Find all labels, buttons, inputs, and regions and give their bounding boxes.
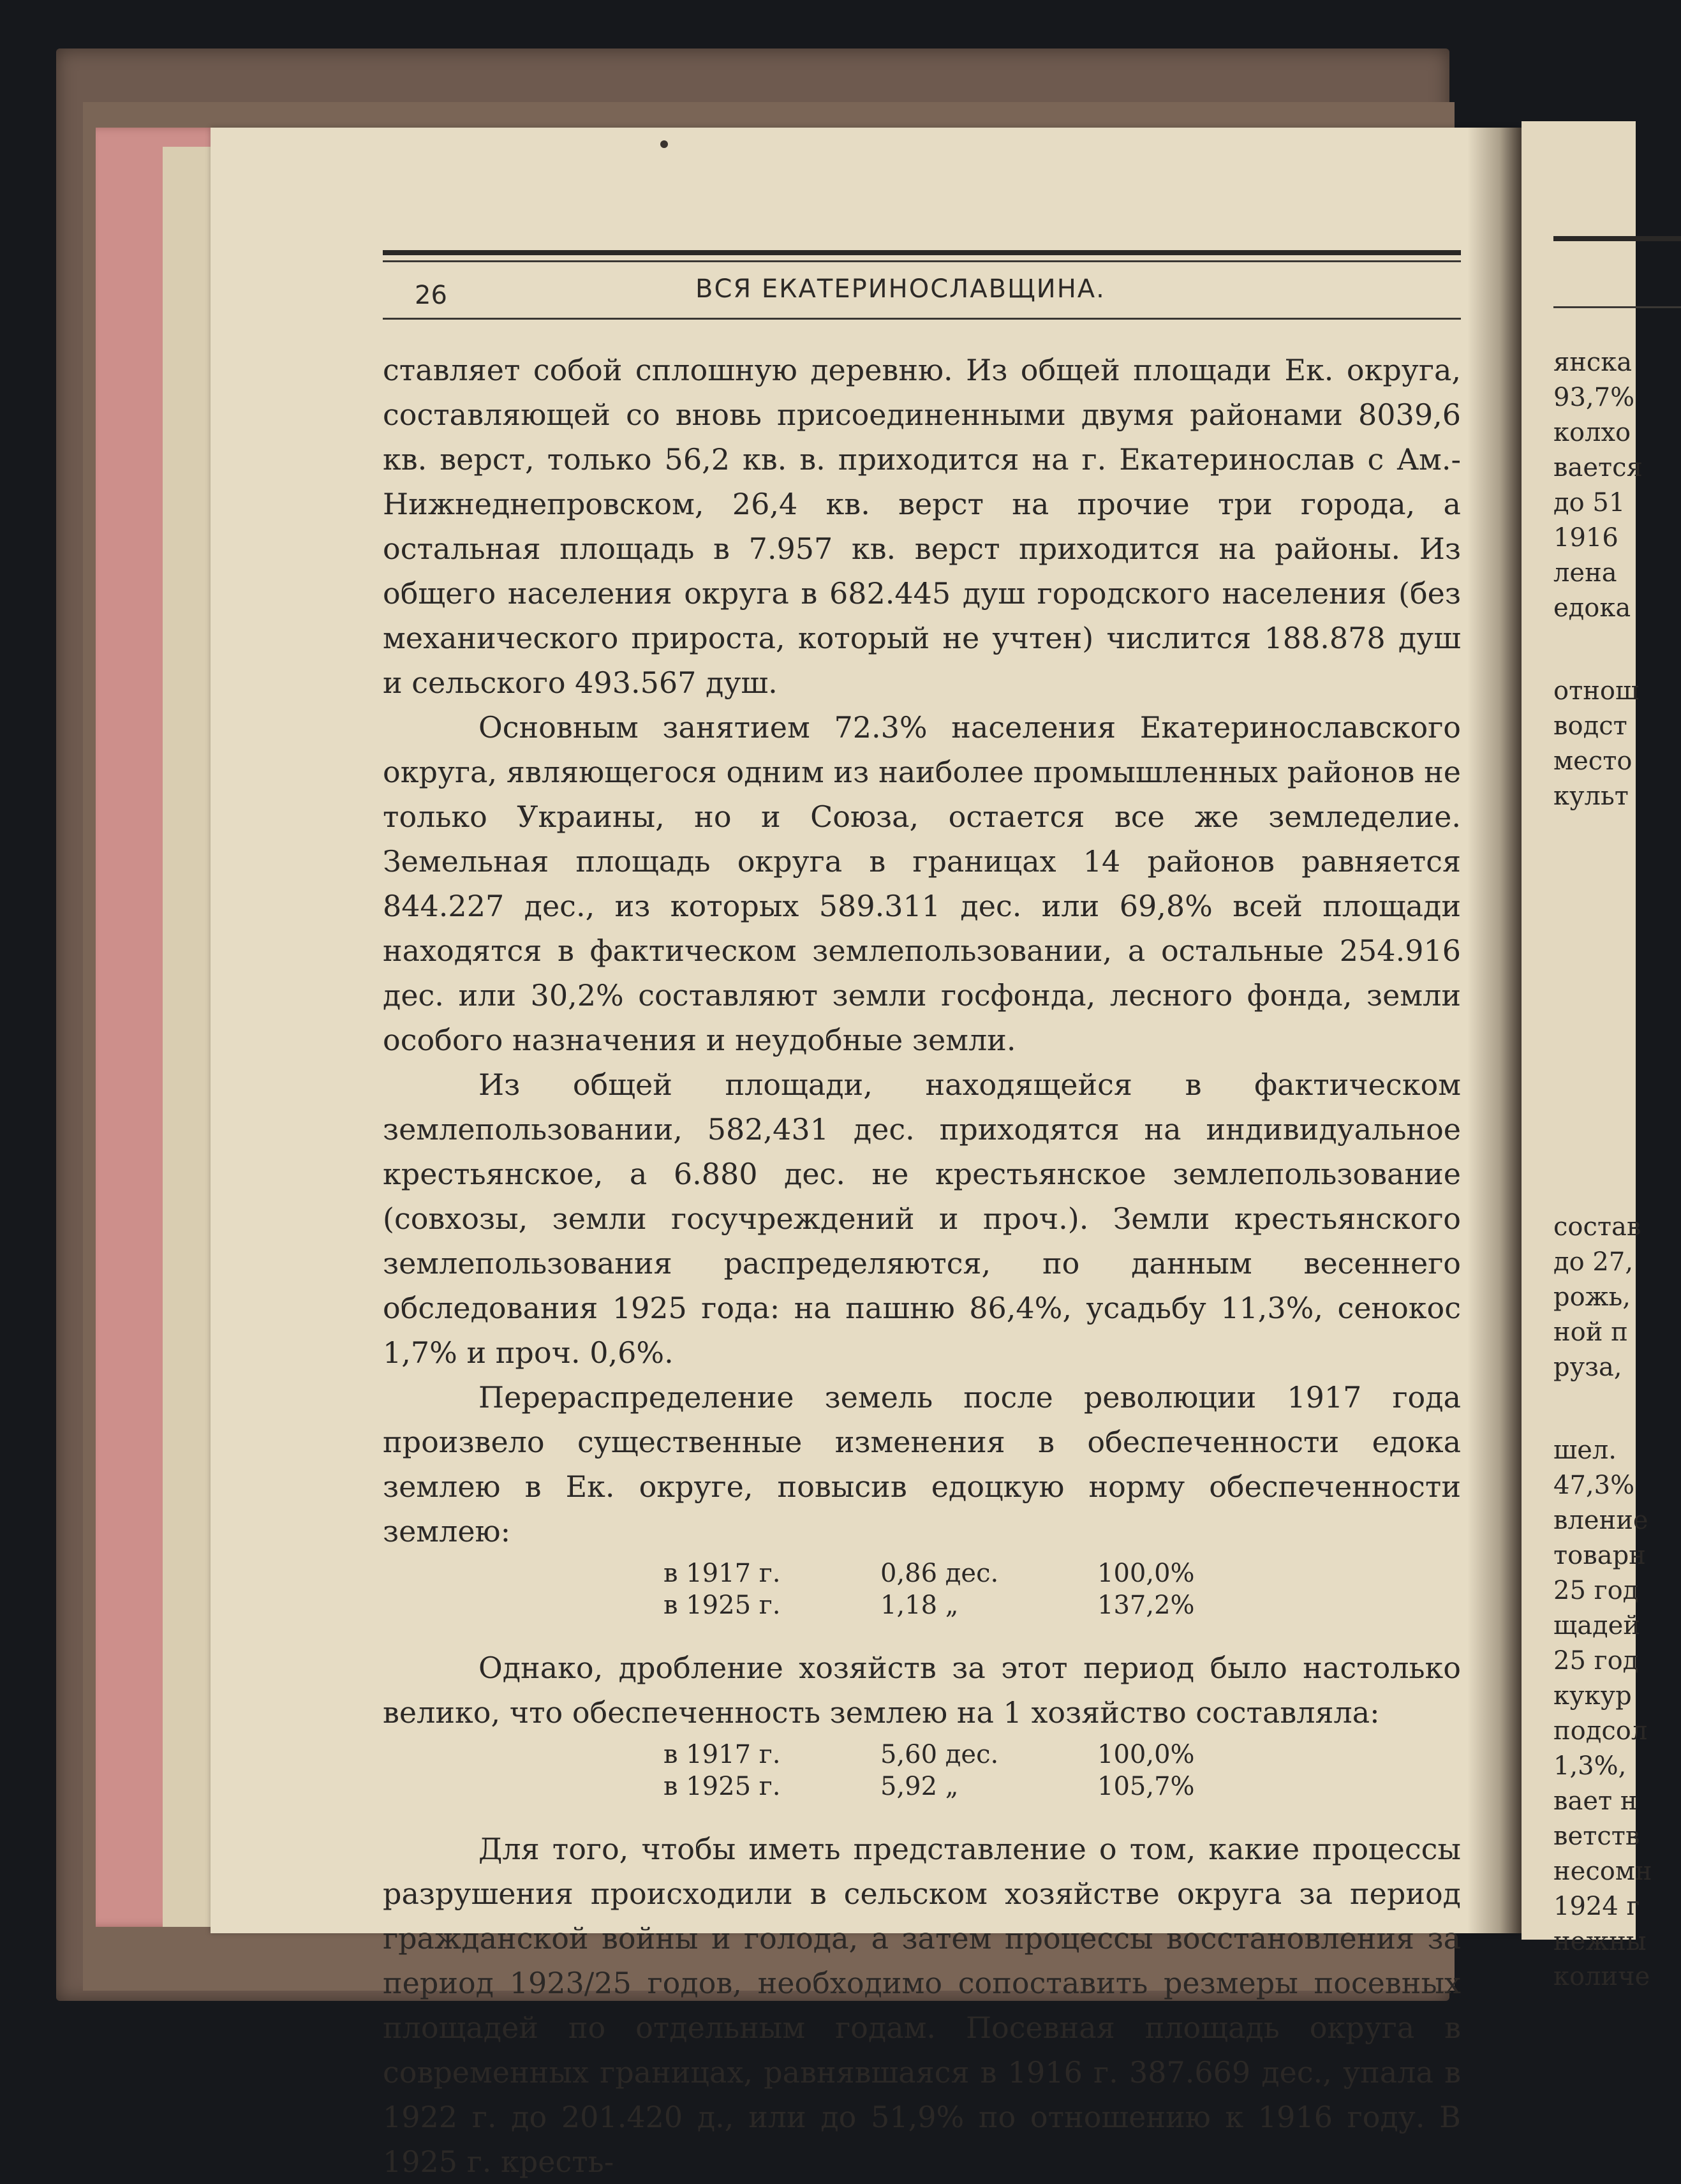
header-rule-top-thin [383, 260, 1461, 262]
table-percent: 105,7% [1097, 1772, 1195, 1801]
facing-line: нежны [1553, 1927, 1647, 1956]
facing-line: лена [1553, 558, 1617, 588]
facing-line: 47,3% [1553, 1471, 1635, 1500]
table-row [383, 1739, 1461, 1771]
paragraph: Основным занятием 72.3% населения Екатеринославского округа, являющегося одним из наиболее промышленных районов не только Украины, но и Союза, остается все же земледелие. Земельная площадь округа в границах 14 районов равняется 844.227 дес., из которых 589.311 дес. или 69,8% всей площади находятся в фактическом землепользовании, а остальные 254.916 дес. или 30,2% составляют земли госфонда, лесного фонда, земли особого назначения и неудобные земли. [383, 710, 1461, 1057]
facing-line: культ [1553, 782, 1629, 811]
table-year: в 1917 г. [663, 1559, 781, 1588]
table-row [383, 1557, 1461, 1589]
facing-line: колхо [1553, 418, 1631, 447]
table-value: 5,60 дес. [880, 1740, 999, 1769]
facing-line: подсол [1553, 1716, 1648, 1746]
body-text [383, 348, 1461, 2184]
facing-header-rule-thin [1553, 306, 1681, 308]
facing-header-rule [1553, 236, 1681, 241]
table-value: 5,92 „ [880, 1772, 959, 1801]
facing-line: место [1553, 747, 1633, 776]
facing-line: состав [1553, 1212, 1641, 1242]
header-rule-bottom [383, 318, 1461, 320]
facing-line: янска [1553, 348, 1633, 377]
facing-line: ветств [1553, 1822, 1640, 1851]
facing-line: вление [1553, 1506, 1648, 1535]
facing-line: отнош [1553, 676, 1640, 706]
facing-line: 25 год [1553, 1646, 1639, 1675]
facing-line: ной п [1553, 1318, 1628, 1347]
facing-line: до 51 [1553, 488, 1625, 517]
land-per-household-table [383, 1739, 1461, 1802]
table-year: в 1917 г. [663, 1740, 781, 1769]
table-percent: 100,0% [1097, 1740, 1195, 1769]
facing-line: товарн [1553, 1541, 1646, 1570]
facing-line: кукур [1553, 1681, 1632, 1711]
facing-line: руза, [1553, 1353, 1622, 1382]
facing-line: 1916 [1553, 523, 1618, 553]
paragraph: Перераспределение земель после революции 1917 года произвело существенные изменения в обеспеченности едока землею в Ек. округе, повысив едоцкую норму обеспеченности землею: [383, 1380, 1461, 1549]
facing-line: едока [1553, 593, 1631, 623]
facing-line: шел. [1553, 1436, 1617, 1465]
paragraph: Однако, дробление хозяйств за этот период было настолько велико, что обеспеченность землею на 1 хозяйство составляла: [383, 1651, 1461, 1730]
running-head: ВСЯ ЕКАТЕРИНОСЛАВЩИНА. [695, 274, 1106, 304]
facing-line: рожь, [1553, 1282, 1631, 1312]
facing-line: вает н [1553, 1787, 1638, 1816]
table-value: 0,86 дес. [880, 1559, 999, 1588]
table-year: в 1925 г. [663, 1591, 781, 1620]
facing-line: количе [1553, 1962, 1650, 1991]
table-value: 1,18 „ [880, 1591, 959, 1620]
facing-line: 1,3%, [1553, 1751, 1627, 1781]
right-page [1522, 121, 1652, 1991]
paragraph: ставляет собой сплошную деревню. Из общей площади Ек. округа, составляющей со вновь присоединенными двумя районами 8039,6 кв. верст, только 56,2 кв. в. приходится на г. Екатеринослав с Ам.-Нижнеднепровском, 26,4 кв. верст на прочие три города, а остальная площадь в 7.957 кв. верст приходится на районы. Из общего населения округа в 682.445 душ городского населения (без механического прироста, который не учтен) числится 188.878 душ и сельского 493.567 душ. [383, 353, 1461, 700]
facing-line: водст [1553, 711, 1627, 741]
table-percent: 137,2% [1097, 1591, 1195, 1620]
paragraph: Для того, чтобы иметь представление о том, какие процессы разрушения происходили в сельском хозяйстве округа за период гражданской войны и голода, а затем процессы восстановления за период 1923/25 годов, необходимо сопоставить резмеры посевных площадей по отдельным годам. Посевная площадь округа в современных границах, равнявшаяся в 1916 г. 387.669 дес., упала в 1922 г. до 201.420 д., или до 51,9% по отношению к 1916 году. В 1925 г. кресть- [383, 1832, 1461, 2179]
book-gutter [1467, 128, 1522, 1933]
facing-line: до 27, [1553, 1247, 1634, 1277]
page-number: 26 [415, 281, 447, 310]
table-row [383, 1771, 1461, 1802]
table-percent: 100,0% [1097, 1559, 1195, 1588]
facing-line: 93,7% [1553, 383, 1635, 412]
land-per-eater-table [383, 1557, 1461, 1621]
facing-line: 1924 г [1553, 1892, 1640, 1921]
table-year: в 1925 г. [663, 1772, 781, 1801]
table-row [383, 1589, 1461, 1621]
facing-line: несомн [1553, 1857, 1652, 1886]
facing-line: 25 год [1553, 1576, 1639, 1605]
header-rule-top [383, 250, 1461, 255]
paragraph: Из общей площади, находящейся в фактическом землепользовании, 582,431 дес. приходятся на индивидуальное крестьянское, а 6.880 дес. не крестьянское землепользование (совхозы, земли госучреждений и проч.). Земли крестьянского землепользования распределяются, по данным весеннего обследования 1925 года: на пашню 86,4%, усадьбу 11,3%, сенокос 1,7% и проч. 0,6%. [383, 1067, 1461, 1370]
facing-line: вается [1553, 453, 1643, 482]
ink-spot [660, 140, 668, 148]
facing-line: щадей [1553, 1611, 1640, 1640]
